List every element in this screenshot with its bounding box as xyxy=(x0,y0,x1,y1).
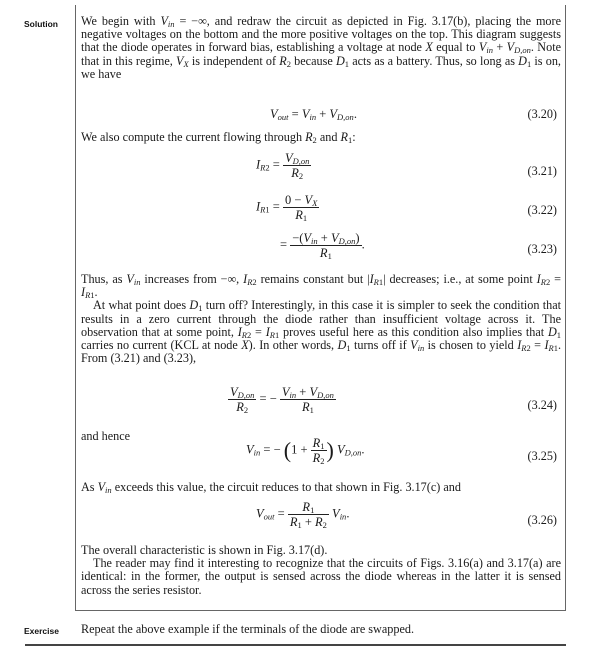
paragraph-intro: We begin with $V_{in}$ = −∞, and redraw the circuit as depicted in Fig. 3.17(b), placing the more negative voltages on the bottom and the more positive voltages on the top. This diagram suggests that the diode operates in forward bias, establishing a voltage at node X equal to $V_{in} + V_{D,on}$. Note that in this regime, $V_X$ is independent of $R_2$ because $D_1$ acts as a battery. Thus, so long as $D_1$ is on, we have xyxy=(81,14,561,81)
equation-3-22: $I_{R1}$ = $\frac{0 - V_X}{R_1}$ xyxy=(256,193,318,223)
exercise-text: Repeat the above example if the terminals of the diode are swapped. xyxy=(81,622,414,636)
paragraph-conclusion: The overall characteristic is shown in Fig. 3.17(d). The reader may find it interesting to recognize that the circuits of Figs. 3.16(a) and 3.17(a) are identical: in the former, the output is sensed across the diode whereas in the latter it is sensed across the series resistor. xyxy=(81,543,561,597)
equation-number: (3.20) xyxy=(527,107,557,121)
equation-number: (3.22) xyxy=(527,203,557,217)
bottom-rule xyxy=(25,644,566,646)
equation-3-23: = $\frac{-(V_{in} + V_{D,on})}{R_1}$ . xyxy=(280,231,365,261)
paragraph-and-hence: and hence xyxy=(81,429,131,443)
solution-label: Solution xyxy=(24,19,58,29)
equation-number: (3.24) xyxy=(527,398,557,412)
paragraph-currents: We also compute the current flowing through $R_2$ and $R_1$: xyxy=(81,130,356,145)
solution-box-bottom-border xyxy=(75,610,566,611)
equation-number: (3.23) xyxy=(527,242,557,256)
solution-box-right-border xyxy=(565,5,566,611)
equation-3-26: $V_{out}$ = $\frac{R_1}{R_1 + R_2}$ $V_{in}$. xyxy=(256,500,350,530)
paragraph-exceeds: As $V_{in}$ exceeds this value, the circuit reduces to that shown in Fig. 3.17(c) and xyxy=(81,480,461,495)
paragraph-analysis: Thus, as $V_{in}$ increases from −∞, $I_{R2}$ remains constant but $|I_{R1}|$ decreases; i.e., at some point $I_{R2} = I_{R1}$. At what point does $D_1$ turn off? Interestingly, in this case it is simpler to seek the condition that results in a zero current through the diode rather than insufficient voltage across it. The observation that at some point, $I_{R2} = I_{R1}$ proves useful here as this condition also implies that $D_1$ carries no current (KCL at node X). In other words, $D_1$ turns off if $V_{in}$ is chosen to yield $I_{R2} = I_{R1}$. From (3.21) and (3.23), xyxy=(81,272,561,366)
solution-box-left-border xyxy=(75,5,76,611)
equation-number: (3.26) xyxy=(527,513,557,527)
equation-3-20: $V_{out} = V_{in} + V_{D,on}$. xyxy=(270,107,357,122)
equation-3-24: $\frac{V_{D,on}}{R_2}$ = − $\frac{V_{in} + V_{D,on}}{R_1}$ xyxy=(230,385,334,415)
exercise-label: Exercise xyxy=(24,626,59,636)
equation-3-21: $I_{R2}$ = $\frac{V_{D,on}}{R_2}$ xyxy=(256,151,310,181)
equation-3-25: $V_{in}$ = − (1 + $\frac{R_1}{R_2}$ ) $V_{D,on}$. xyxy=(246,436,365,466)
equation-number: (3.21) xyxy=(527,164,557,178)
equation-number: (3.25) xyxy=(527,449,557,463)
